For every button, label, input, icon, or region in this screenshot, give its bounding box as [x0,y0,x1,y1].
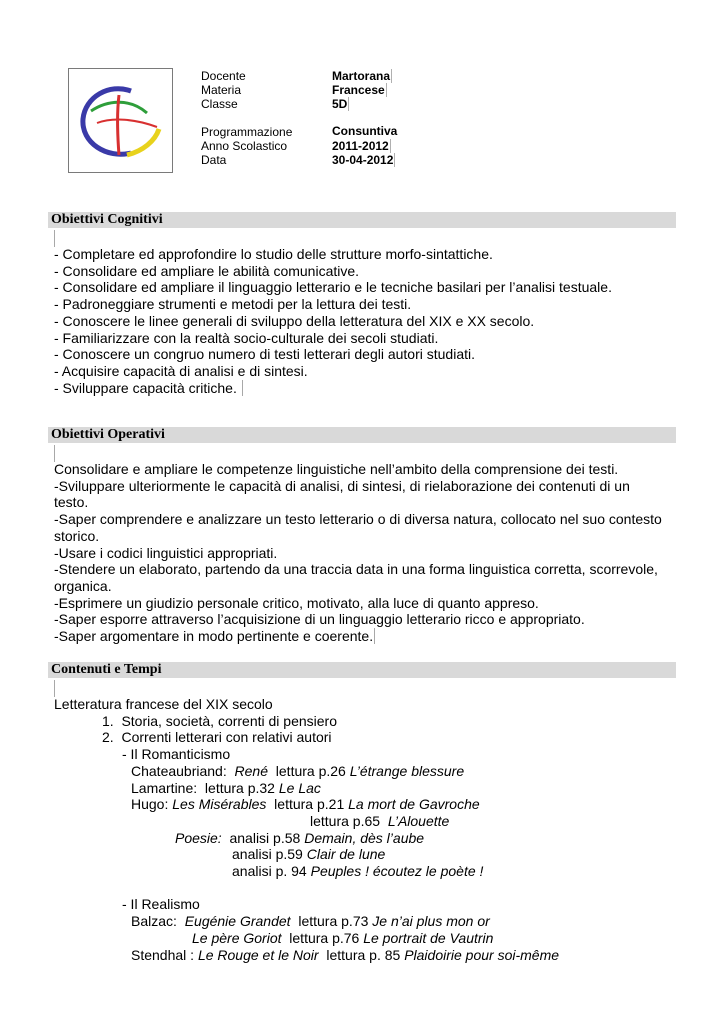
analysis-ref: analisi p.59 [232,846,307,863]
paragraph-end-mark [374,628,375,644]
passage-title: Plaidoirie pour soi-même [404,946,560,963]
poesie-line [54,830,559,847]
poem-title: Demain, dès l’aube [304,829,425,846]
contenuti-intro: Letteratura francese del XIX secolo [54,696,273,712]
passage-title: Le Lac [278,779,321,796]
text-cursor-mark [54,680,55,697]
value-classe: 5D [332,97,348,111]
list-item: -Sviluppare ulteriormente le capacità di analisi, di sintesi, di rielaborazione dei contenuti di un testo. [54,477,630,511]
label-data: Data [201,153,227,167]
analysis-ref: analisi p. 94 [232,863,311,880]
reading-ref: lettura p. 85 [318,946,405,963]
passage-title: L’Alouette [387,812,450,829]
passage-title: L’étrange blessure [349,762,465,779]
reading-ref: lettura p.26 [268,762,350,779]
value-anno-scolastico: 2011-2012 [332,139,389,153]
poesie-line [54,846,559,863]
list-item-text: - Sviluppare capacità critiche. [54,379,237,396]
movement-realismo: - Il Realismo [122,896,200,913]
label-programmazione: Programmazione [201,125,293,139]
list-item: - Conoscere le linee generali di sviluppo della letteratura del XIX e XX secolo. [54,312,535,329]
cognitivi-list [54,246,612,396]
numbered-item: 1. Storia, società, correnti di pensiero [102,712,338,729]
list-item [54,380,612,397]
work-title: René [234,762,268,779]
list-item: -Saper comprendere e analizzare un testo letterario o di diversa natura, collocato nel suo contesto storico. [54,511,662,544]
value-docente: Martorana [332,69,391,83]
reading-ref: lettura p.73 [290,913,373,930]
poesie-label: Poesie: [175,829,222,846]
author-lamartine [54,780,559,797]
passage-title: Le portrait de Vautrin [363,929,494,946]
poem-title: Clair de lune [306,846,386,863]
list-item: -Saper esporre attraverso l’acquisizione di un linguaggio letterario ricco e appropriato. [54,611,585,628]
section-title-contenuti: Contenuti e Tempi [48,662,676,678]
author-name: Balzac: [131,913,185,930]
list-item: - Familiarizzare con la realtà socio-culturale dei secoli studiati. [54,329,439,346]
label-anno-scolastico: Anno Scolastico [201,139,288,153]
balzac-reading-2 [54,930,559,947]
contenuti-body [54,696,559,963]
list-item: - Consolidare ed ampliare le abilità comunicative. [54,262,360,279]
list-item: - Completare ed approfondire lo studio delle strutture morfo-sintattiche. [54,246,493,262]
numbered-item: 2. Correnti letterari con relativi autori [102,729,332,746]
reading-ref: lettura p.76 [281,929,364,946]
operativi-list [54,461,666,645]
list-item: Consolidare e ampliare le competenze linguistiche nell’ambito della comprensione dei testi. [54,461,619,477]
author-hugo [54,796,559,813]
reading-ref: lettura p.65 [310,812,388,829]
author-balzac [54,913,559,930]
label-docente: Docente [201,69,246,83]
list-item-text: -Saper argomentare in modo pertinente e coerente. [54,628,374,645]
hugo-reading-2 [54,813,559,830]
author-name: Hugo: [131,796,173,813]
value-data: 30-04-2012 [332,153,394,167]
list-item: -Stendere un elaborato, partendo da una traccia data in una forma linguistica corretta, scorrevole, organica. [54,561,658,594]
label-materia: Materia [201,83,242,97]
list-item: - Padroneggiare strumenti e metodi per la lettura dei testi. [54,296,412,313]
value-materia: Francese [332,83,385,97]
passage-title: Je n’ai plus mon or [372,913,490,930]
section-title-cognitivi: Obiettivi Cognitivi [48,212,676,228]
author-stendhal [54,947,559,964]
poesie-line [54,863,559,880]
work-title: Eugénie Grandet [184,913,291,930]
list-item: - Consolidare ed ampliare il linguaggio letterario e le tecniche basilari per l’analisi testuale. [54,279,612,296]
label-classe: Classe [201,97,238,111]
school-logo [68,68,173,173]
value-programmazione: Consuntiva [332,124,398,138]
list-item: -Esprimere un giudizio personale critico, motivato, alla luce di quanto appreso. [54,594,539,611]
list-item: -Usare i codici linguistici appropriati. [54,544,278,561]
poem-title: Peuples ! écoutez le poète ! [310,863,484,880]
work-title: Le père Goriot [192,929,282,946]
author-name: Chateaubriand: [131,762,235,779]
author-name: Stendhal : [131,946,198,963]
section-title-operativi: Obiettivi Operativi [48,427,676,443]
work-title: Les Misérables [172,796,267,813]
reading-ref: lettura p.21 [266,796,349,813]
movement-romanticismo: - Il Romanticismo [122,746,231,763]
author-chateaubriand [54,763,559,780]
work-title: Le Rouge et le Noir [197,946,319,963]
logo-emblem-icon [69,69,172,172]
spacer [54,880,559,897]
analysis-ref: analisi p.58 [221,829,305,846]
list-item: - Acquisire capacità di analisi e di sintesi. [54,362,308,379]
list-item [54,628,666,645]
passage-title: La mort de Gavroche [348,796,480,813]
text-cursor-mark [54,230,55,247]
paragraph-end-mark [242,380,243,396]
text-cursor-mark [54,445,55,462]
list-item: - Conoscere un congruo numero di testi letterari degli autori studiati. [54,346,475,363]
reading-ref: Lamartine: lettura p.32 [131,779,279,796]
